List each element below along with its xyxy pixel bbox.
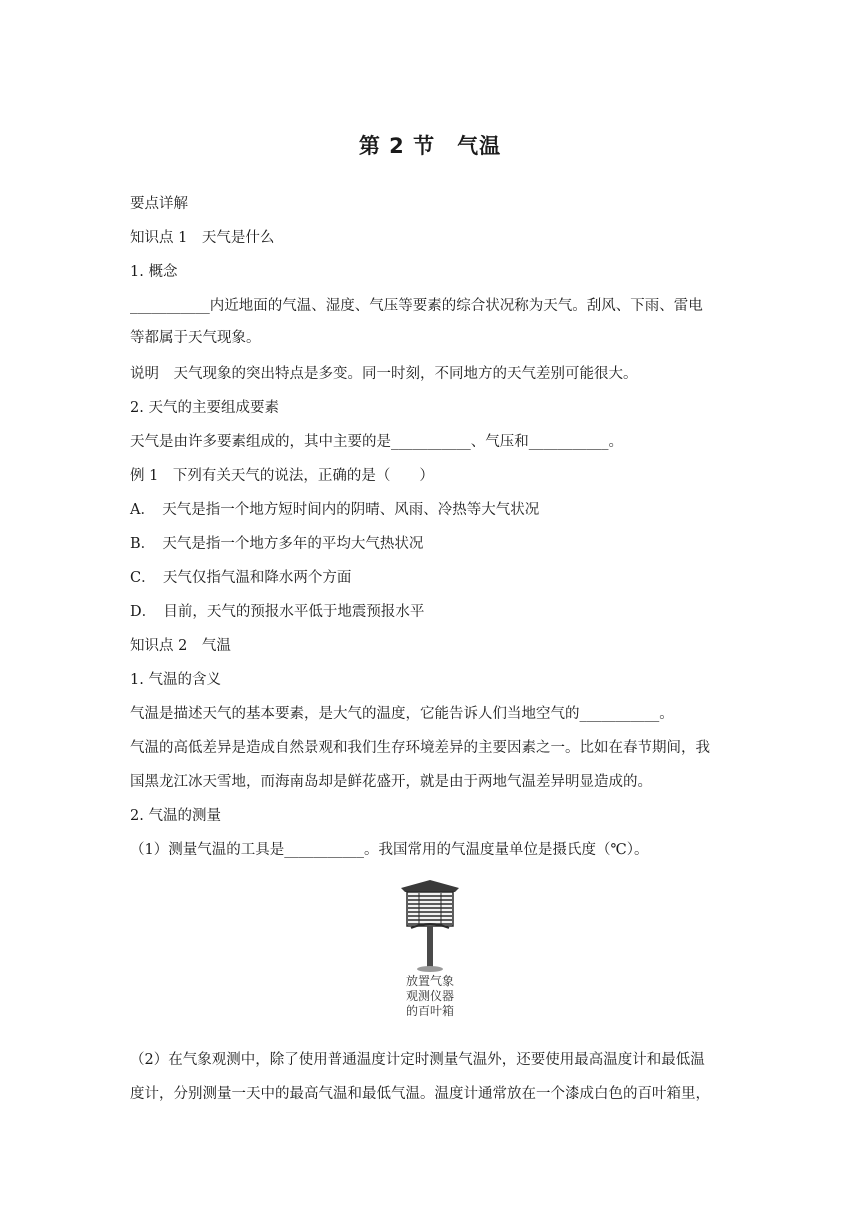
knowledge-point-heading: 知识点 2 气温 — [130, 638, 231, 654]
caption-line: 放置气象 — [405, 974, 454, 988]
paragraph-line: 天气是由许多要素组成的，其中主要的是___________、气压和___________。 — [130, 434, 623, 450]
paragraph-line: （2）在气象观测中，除了使用普通温度计定时测量气温外，还要使用最高温度计和最低温 — [130, 1052, 705, 1068]
subheading: 2. 气温的测量 — [130, 808, 221, 824]
note-line: 说明 天气现象的突出特点是多变。同一时刻，不同地方的天气差别可能很大。 — [130, 366, 638, 382]
paragraph-line: 等都属于天气现象。 — [130, 330, 261, 346]
louver-box-illustration — [395, 878, 465, 974]
option-d: D． 目前，天气的预报水平低于地震预报水平 — [130, 604, 425, 620]
paragraph-line: （1）测量气温的工具是___________。我国常用的气温度量单位是摄氏度（℃）。 — [130, 842, 649, 858]
section-heading: 要点详解 — [130, 196, 188, 212]
knowledge-point-heading: 知识点 1 天气是什么 — [130, 230, 275, 246]
louver-box-figure — [395, 878, 465, 1033]
example-question: 例 1 下列有关天气的说法，正确的是（ ） — [130, 468, 434, 484]
subheading: 1. 气温的含义 — [130, 672, 221, 688]
figure-caption — [395, 974, 465, 1019]
caption-line: 的百叶箱 — [405, 1004, 454, 1018]
paragraph-line: 气温的高低差异是造成自然景观和我们生存环境差异的主要因素之一。比如在春节期间，我 — [130, 740, 710, 756]
page-title: 第 2 节 气温 — [358, 134, 502, 158]
option-c: C． 天气仅指气温和降水两个方面 — [130, 570, 352, 586]
paragraph-line: ___________内近地面的气温、湿度、气压等要素的综合状况称为天气。刮风、下雨、雷电 — [130, 298, 703, 314]
paragraph-line: 度计，分别测量一天中的最高气温和最低气温。温度计通常放在一个漆成白色的百叶箱里， — [130, 1086, 710, 1102]
option-a: A． 天气是指一个地方短时间内的阴晴、风雨、冷热等大气状况 — [130, 502, 540, 518]
paragraph-line: 国黑龙江冰天雪地，而海南岛却是鲜花盛开，就是由于两地气温差异明显造成的。 — [130, 774, 652, 790]
caption-line: 观测仪器 — [405, 989, 454, 1003]
subheading: 1. 概念 — [130, 264, 178, 280]
subheading: 2. 天气的主要组成要素 — [130, 400, 279, 416]
option-b: B． 天气是指一个地方多年的平均大气热状况 — [130, 536, 424, 552]
paragraph-line: 气温是描述天气的基本要素，是大气的温度，它能告诉人们当地空气的___________。 — [130, 706, 674, 722]
